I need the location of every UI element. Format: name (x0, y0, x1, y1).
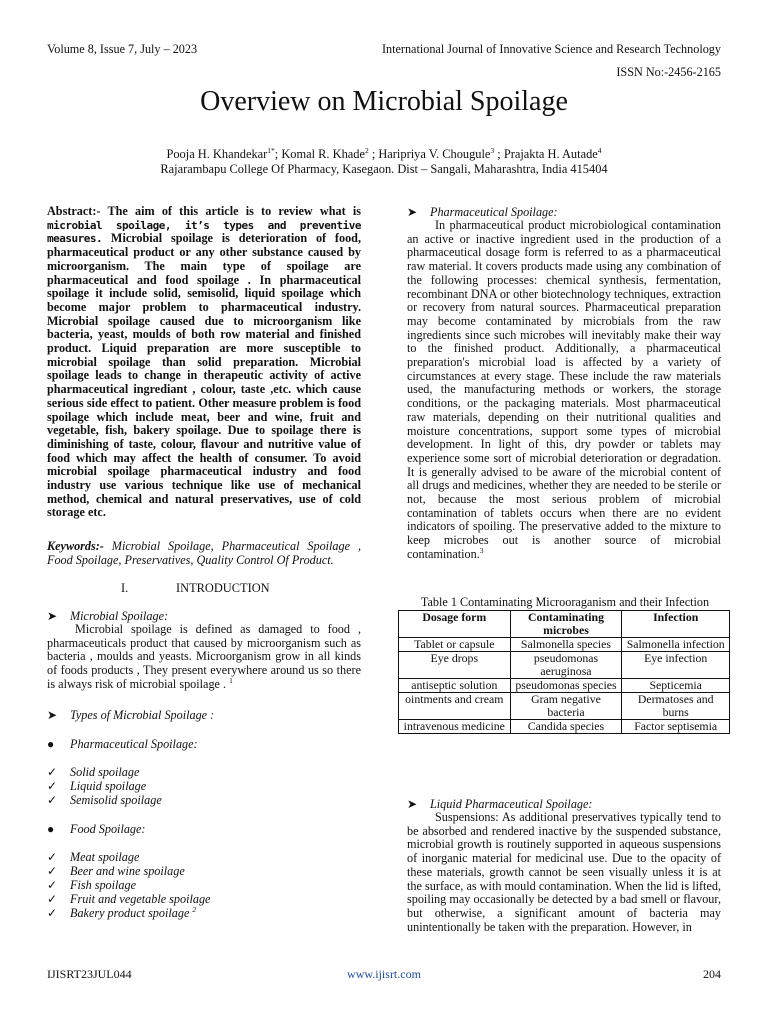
section-title: INTRODUCTION (176, 581, 270, 595)
food-list-item: Beer and wine spoilage (70, 864, 185, 878)
author-1: Pooja H. Khandekar (166, 147, 268, 161)
table-header-cell: Contaminating microbes (510, 611, 622, 638)
pharma-section-sup: 3 (479, 545, 484, 555)
affiliation: Rajarambapu College Of Pharmacy, Kasegaon. Dist – Sangali, Maharashtra, India 415404 (160, 162, 608, 176)
table-cell: Candida species (510, 720, 622, 734)
table-row (399, 720, 730, 734)
issn: ISSN No:-2456-2165 (616, 65, 721, 79)
website-link[interactable]: www.ijisrt.com (347, 967, 421, 981)
pharma-list-heading: Pharmaceutical Spoilage: (70, 737, 198, 751)
pharma-list-item: Solid spoilage (70, 765, 140, 779)
microbial-sup: 1 (229, 675, 233, 685)
check-icon: ✓ (47, 779, 58, 793)
abstract-mono: microbial spoilage, it’s types and preventive measures. (47, 218, 361, 246)
check-icon: ✓ (47, 765, 58, 779)
check-icon: ✓ (47, 864, 58, 878)
check-icon: ✓ (47, 878, 58, 892)
microbial-body: Microbial spoilage is defined as damaged to food , pharmaceuticals product that caused by microorganism such as bacteria , moulds and yeasts. Microorganism grow in all kinds of foods products , They present everywhere around us so there is always risk of microbial spoilage . (47, 622, 361, 691)
table-header-row (399, 611, 730, 638)
paper-title: Overview on Microbial Spoilage (200, 86, 568, 117)
table-row (399, 679, 730, 693)
table-caption: Table 1 Contaminating Microoraganism and their Infection (420, 595, 710, 609)
microbial-text (47, 623, 361, 692)
pharma-section-text (407, 219, 721, 562)
author-2-sup: 2 (364, 145, 369, 155)
arrow-bullet-icon: ➤ (407, 797, 418, 811)
food-list-item: Fish spoilage (70, 878, 137, 892)
pharma-list-item: Liquid spoilage (70, 779, 147, 793)
keywords-text: Microbial Spoilage, Pharmaceutical Spoilage , Food Spoilage, Preservatives, Quality Control Of Product. (47, 539, 361, 567)
keywords (47, 540, 361, 567)
arrow-bullet-icon: ➤ (47, 708, 58, 722)
table-cell: Septicemia (622, 679, 730, 693)
table-cell: ointments and cream (399, 693, 511, 720)
check-icon: ✓ (47, 793, 58, 807)
table-row (399, 693, 730, 720)
article-id: IJISRT23JUL044 (47, 967, 132, 981)
page-number: 204 (703, 967, 721, 981)
volume-info: Volume 8, Issue 7, July – 2023 (47, 42, 198, 56)
pharma-section-body: In pharmaceutical product microbiological contamination an active or inactive ingredient used in the production of a pharmaceutical dosage form is referred to as a pharmaceutical raw material. It covers products made using any combination of the following processes: chemical synthesis, fermentation, recombinant DNA or other biotechnology techniques, extraction or recovery from natural sources. Pharmaceutical preparation may become contaminated by microbials from the raw ingredients since such microbes will inevitably make their way to the finished product. Additionally, a pharmaceutical preparation's microbial load is affected by a variety of circumstances at every stage. These include the raw materials used, the manufacturing methods or workers, the storage conditions, or the packaging materials. Most pharmaceutical raw materials, depending on their nutritional qualities and moisture concentrations, support some types of microbial development. In light of this, dry powder or tablets may experience some sort of microbial deterioration or degradation. It is generally advised to be aware of the microbial content of all drugs and medicines, whether they are needed to be sterile or not, because the most serious problem of microbial contamination of tablets occurs when there are no evident indicators of spoiling. The preservative added to the mixture to keep microbes out is another source of microbial contamination. (407, 218, 721, 561)
author-4-sup: 4 (597, 145, 602, 155)
check-icon: ✓ (47, 906, 58, 920)
table-cell: intravenous medicine (399, 720, 511, 734)
author-list (0, 147, 768, 162)
author-4: ; Prajakta H. Autade (494, 147, 598, 161)
liquid-section-heading: Liquid Pharmaceutical Spoilage: (430, 797, 593, 811)
arrow-bullet-icon: ➤ (407, 205, 418, 219)
types-heading: Types of Microbial Spoilage : (70, 708, 215, 722)
pharma-section-heading: Pharmaceutical Spoilage: (430, 205, 558, 219)
abstract (47, 205, 361, 520)
table-cell: Eye drops (399, 652, 511, 679)
contamination-table (398, 610, 730, 734)
section-number: I. (121, 581, 129, 595)
keywords-label: Keywords:- (47, 539, 104, 553)
table-cell: antiseptic solution (399, 679, 511, 693)
journal-name: International Journal of Innovative Science and Research Technology (381, 42, 721, 56)
table-header-cell: Dosage form (399, 611, 511, 638)
abstract-body: Microbial spoilage is deterioration of food, pharmaceutical product or any other substance caused by microorganism. The main type of spoilage are pharmaceutical and food spoilage . In pharmaceutical spoilage it include solid, semisolid, liquid spoilage which become major problem to pharmaceutical industry. Microbial spoilage caused due to microorganism like bacteria, yeast, moulds of both row material and finished product. Liquid preparation are more susceptible to microbial spoilage than solid preparation. Microbial spoilage leads to change in therapeutic activity of active pharmaceutical ingrediant , colour, taste ,etc. which cause serious side effect to patient. Other measure problem is food spoilage which include meat, beer and wine, fruit and vegetable, fish, bakery spoilage. Due to spoilage there is diminishing of taste, colour, flavour and nutritive value of food which may affect the health of consumer. To avoid microbial spoilage pharmaceutical industry and food industry use various technique like use of mechanical method, chemical and natural preservatives, use of cold storage etc. (47, 231, 361, 520)
table-header-cell: Infection (622, 611, 730, 638)
microbial-heading: Microbial Spoilage: (70, 609, 169, 623)
table-cell: Factor septisemia (622, 720, 730, 734)
author-3: ; Haripriya V. Chougule (368, 147, 491, 161)
table-cell: pseudomonas aeruginosa (510, 652, 622, 679)
table-cell: Salmonella infection (622, 638, 730, 652)
food-list-heading: Food Spoilage: (70, 822, 146, 836)
table-cell: Salmonella species (510, 638, 622, 652)
pharma-list-item: Semisolid spoilage (70, 793, 162, 807)
abstract-lead: Abstract:- The aim of this article is to review what is (47, 204, 361, 218)
author-3-sup: 3 (490, 145, 495, 155)
dot-bullet-icon: ● (47, 822, 55, 836)
food-list-item: Meat spoilage (70, 850, 140, 864)
check-icon: ✓ (47, 892, 58, 906)
table-cell: pseudomonas species (510, 679, 622, 693)
table-row (399, 638, 730, 652)
check-icon: ✓ (47, 850, 58, 864)
table-cell: Gram negative bacteria (510, 693, 622, 720)
table-row (399, 652, 730, 679)
food-list-item: Fruit and vegetable spoilage (70, 892, 211, 906)
author-1-sup: 1* (267, 145, 275, 155)
table-cell: Dermatoses and burns (622, 693, 730, 720)
table-cell: Eye infection (622, 652, 730, 679)
food-list-item-text: Bakery product spoilage (70, 906, 193, 920)
food-list-sup: 2 (192, 904, 197, 914)
food-list-item-last (70, 906, 196, 921)
table-cell: Tablet or capsule (399, 638, 511, 652)
liquid-section-text: Suspensions: As additional preservatives typically tend to be absorbed and rendered inactive by the suspended substance, microbial growth is routinely supported in aqueous suspensions of inorganic material for medicinal use. Due to the opacity of these materials, growth cannot be seen visually unless it is at the surface, as with mould contamination. When the lid is lifted, spoiling may occasionally be detected by a bad smell or flavour, but otherwise, a significant amount of bacteria may unintentionally be taken with the preparation. However, in (407, 810, 721, 934)
arrow-bullet-icon: ➤ (47, 609, 58, 623)
author-2: ; Komal R. Khade (274, 147, 365, 161)
dot-bullet-icon: ● (47, 737, 55, 751)
